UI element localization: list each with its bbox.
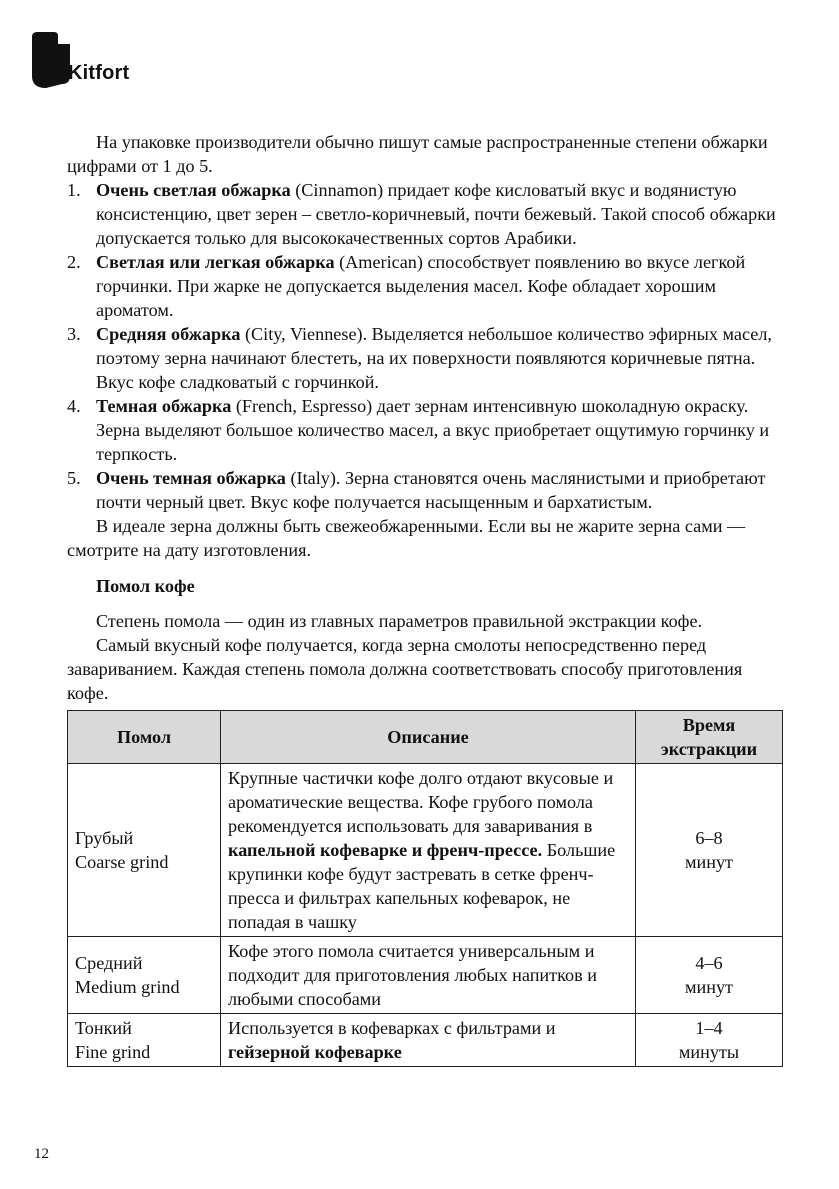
list-number: 3.: [67, 324, 81, 344]
roast-level-list: [67, 178, 783, 514]
table-row: [68, 1014, 783, 1067]
list-item: [67, 250, 783, 322]
grind-ru: Грубый: [75, 828, 134, 848]
time-cell: [636, 937, 783, 1014]
grind-cell: [68, 937, 221, 1014]
desc-bold: гейзерной кофеварке: [228, 1042, 402, 1062]
time-value: 1–4: [695, 1018, 723, 1038]
section-heading: Помол кофе: [96, 576, 195, 596]
description-cell: [221, 1014, 636, 1067]
list-number: 1.: [67, 180, 81, 200]
grind-paragraph-2: Самый вкусный кофе получается, когда зерна смолоты непосредственно перед завариванием. Каждая степень помола должна соответствовать способу приготовления кофе.: [67, 635, 743, 703]
list-number: 4.: [67, 396, 81, 416]
roast-text: (French, Espresso) дает зернам интенсивную шоколадную окраску. Зерна выделяют большое количество масел, а вкус приобретает ощутимую горчинку и терпкость.: [96, 396, 770, 464]
roast-title: Очень светлая обжарка: [96, 180, 291, 200]
header-extraction-time: [636, 711, 783, 764]
description-cell: [221, 764, 636, 937]
page-number: 12: [34, 1146, 49, 1162]
roast-text: (City, Viennese). Выделяется небольшое количество эфирных масел, поэтому зерна начинают блестеть, на их поверхности появляются коричневые пятна. Вкус кофе сладковатый с горчинкой.: [96, 324, 772, 392]
grind-paragraph-1: Степень помола — один из главных параметров правильной экстракции кофе.: [96, 611, 703, 631]
brand-name: Kitfort: [68, 62, 130, 84]
brand-logo: [32, 32, 144, 88]
desc-text: Большие крупинки кофе будут застревать в сетке френч-пресса и фильтрах капельных кофеварок, не попадая в чашку: [228, 840, 616, 932]
grind-en: Medium grind: [75, 977, 180, 997]
roast-title: Светлая или легкая обжарка: [96, 252, 335, 272]
page-content: [67, 130, 783, 705]
list-item: [67, 322, 783, 394]
grind-ru: Средний: [75, 953, 143, 973]
roast-text: (American) способствует появлению во вкусе легкой горчинки. При жарке не допускается выделения масел. Кофе обладает хорошим ароматом.: [96, 252, 746, 320]
intro-paragraph: На упаковке производители обычно пишут самые распространенные степени обжарки цифрами от 1 до 5.: [67, 132, 768, 176]
desc-bold: капельной кофеварке и френч-прессе.: [228, 840, 543, 860]
grind-ru: Тонкий: [75, 1018, 132, 1038]
grind-cell: [68, 1014, 221, 1067]
time-cell: [636, 1014, 783, 1067]
time-unit: минут: [684, 852, 734, 872]
header-description: Описание: [221, 711, 636, 764]
desc-text: Кофе этого помола считается универсальным и подходит для приготовления любых напитков и любыми способами: [228, 941, 597, 1009]
roast-title: Темная обжарка: [96, 396, 232, 416]
roast-title: Очень темная обжарка: [96, 468, 286, 488]
grind-en: Fine grind: [75, 1042, 151, 1062]
freshness-note: В идеале зерна должны быть свежеобжаренными. Если вы не жарите зерна сами — смотрите на дату изготовления.: [67, 516, 746, 560]
time-unit: минуты: [678, 1042, 740, 1062]
time-unit: минут: [684, 977, 734, 997]
list-number: 5.: [67, 468, 81, 488]
header-time-line1: Время: [682, 715, 736, 735]
table-row: [68, 764, 783, 937]
desc-text: Используется в кофеварках с фильтрами и: [228, 1018, 556, 1038]
header-grind: Помол: [68, 711, 221, 764]
roast-text: (Italy). Зерна становятся очень маслянистыми и приобретают почти черный цвет. Вкус кофе получается насыщенным и бархатистым.: [96, 468, 766, 512]
list-item: [67, 466, 783, 514]
desc-text: Крупные частички кофе долго отдают вкусовые и ароматические вещества. Кофе грубого помола рекомендуется использовать для заваривания в: [228, 768, 614, 836]
time-cell: [636, 764, 783, 937]
list-number: 2.: [67, 252, 81, 272]
list-item: [67, 394, 783, 466]
header-time-line2: экстракции: [660, 739, 758, 759]
table-row: [68, 937, 783, 1014]
time-value: 4–6: [695, 953, 723, 973]
roast-text: (Cinnamon) придает кофе кисловатый вкус и водянистую консистенцию, цвет зерен – светло-коричневый, почти бежевый. Такой способ обжарки допускается только для высококачественных сортов Арабики.: [96, 180, 776, 248]
grind-cell: [68, 764, 221, 937]
roast-title: Средняя обжарка: [96, 324, 241, 344]
kitfort-mark-icon: [32, 32, 70, 88]
grind-en: Coarse grind: [75, 852, 169, 872]
list-item: [67, 178, 783, 250]
grind-table: [67, 710, 783, 1067]
description-cell: [221, 937, 636, 1014]
table-header-row: [68, 711, 783, 764]
time-value: 6–8: [695, 828, 723, 848]
